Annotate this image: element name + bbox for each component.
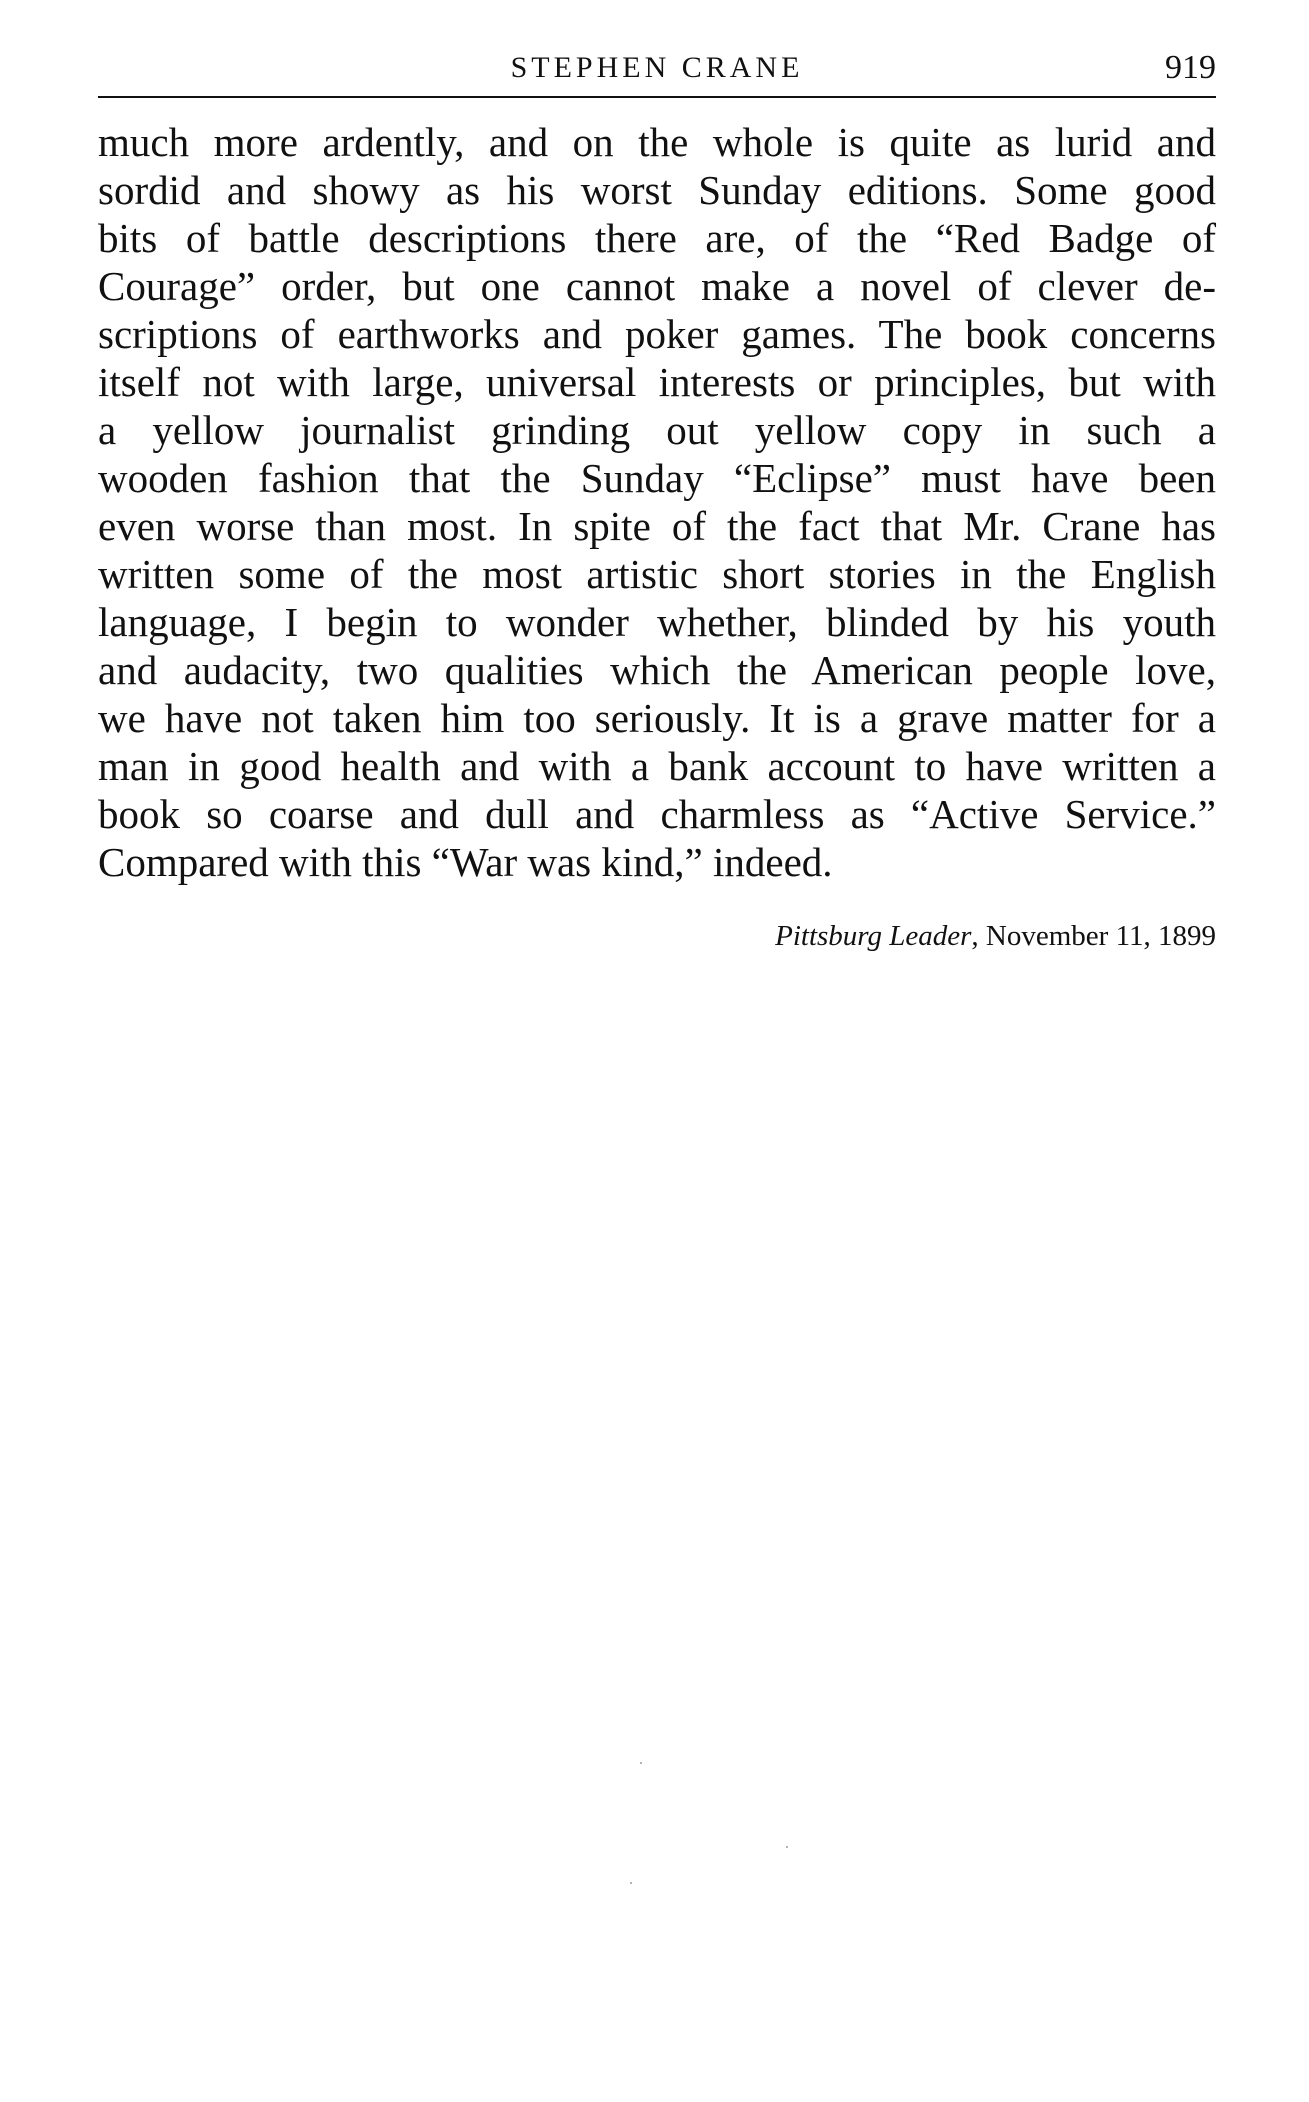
text-line: a yellow journalist grinding out yellow copy in such a bbox=[98, 407, 1216, 453]
text-line: man in good health and with a bank account to have written a bbox=[98, 743, 1216, 789]
text-line: and audacity, two qualities which the American people love, bbox=[98, 647, 1216, 693]
page-number: 919 bbox=[1165, 49, 1216, 86]
citation-source: Pittsburg Leader bbox=[775, 920, 972, 952]
scan-speck bbox=[640, 1762, 642, 1764]
text-line: sordid and showy as his worst Sunday editions. Some good bbox=[98, 167, 1216, 213]
scan-speck bbox=[786, 1846, 788, 1848]
text-line: Courage” order, but one cannot make a novel of clever de- bbox=[98, 263, 1216, 309]
text-line: book so coarse and dull and charmless as “Active Service.” bbox=[98, 791, 1216, 837]
text-line: itself not with large, universal interests or principles, but with bbox=[98, 359, 1216, 405]
text-line: scriptions of earthworks and poker games. The book concerns bbox=[98, 311, 1216, 357]
text-line: even worse than most. In spite of the fact that Mr. Crane has bbox=[98, 503, 1216, 549]
text-line: written some of the most artistic short stories in the English bbox=[98, 551, 1216, 597]
running-head: STEPHEN CRANE bbox=[510, 51, 804, 84]
text-line: much more ardently, and on the whole is quite as lurid and bbox=[98, 119, 1216, 165]
text-line: Compared with this “War was kind,” indeed. bbox=[98, 839, 833, 885]
text-line: language, I begin to wonder whether, blinded by his youth bbox=[98, 599, 1216, 645]
scan-speck bbox=[630, 1882, 632, 1884]
text-line: we have not taken him too seriously. It is a grave matter for a bbox=[98, 695, 1216, 741]
text-line: bits of battle descriptions there are, of the “Red Badge of bbox=[98, 215, 1216, 261]
citation-date: , November 11, 1899 bbox=[971, 920, 1216, 952]
text-line: wooden fashion that the Sunday “Eclipse” must have been bbox=[98, 455, 1216, 501]
